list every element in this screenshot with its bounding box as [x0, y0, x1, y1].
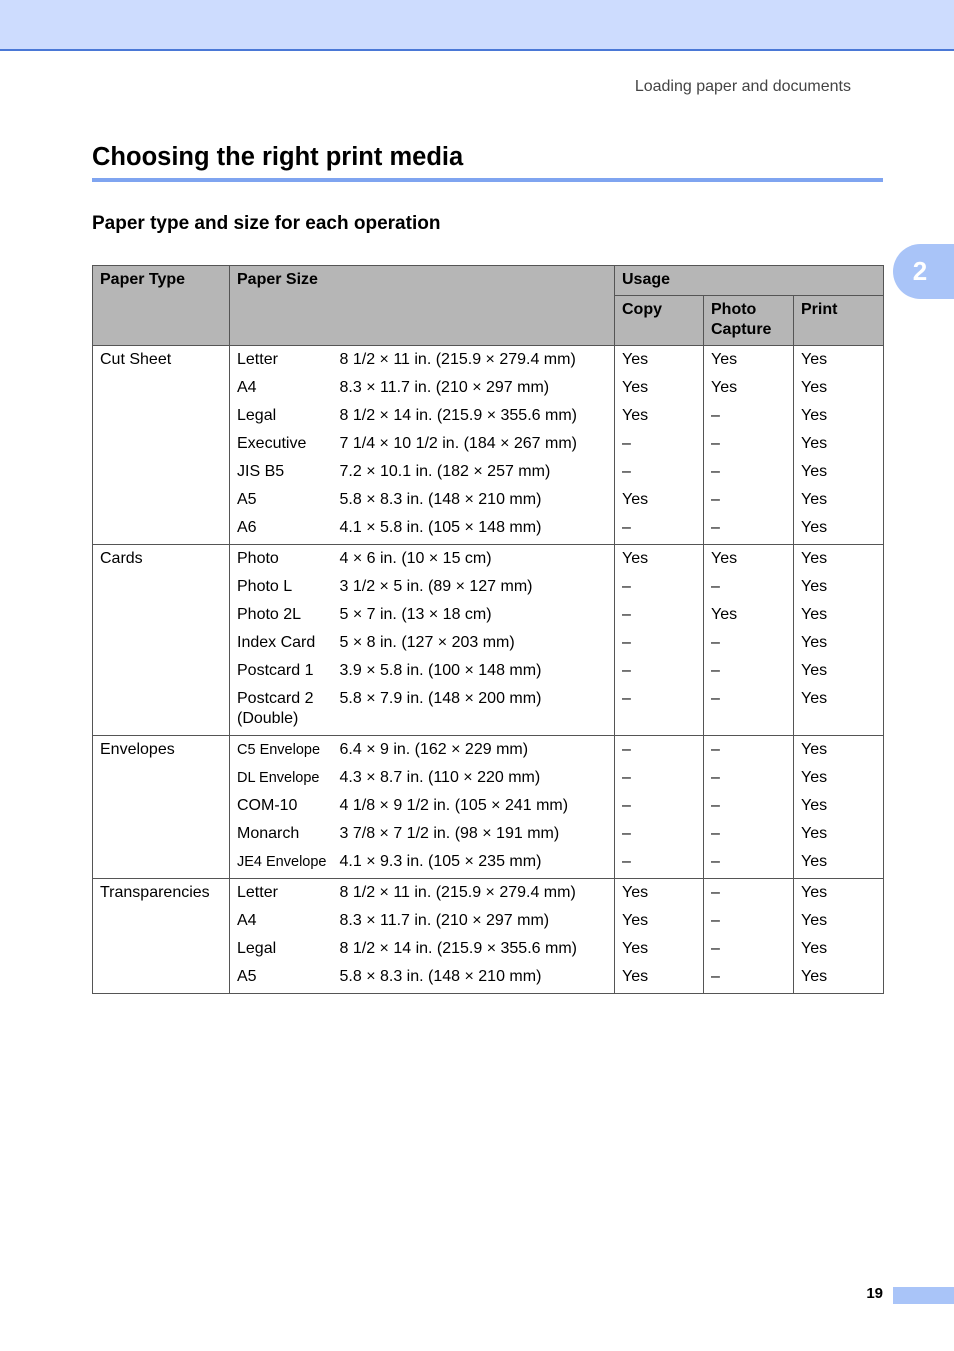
paper-size-name-cell: Postcard 2 (Double): [230, 685, 335, 736]
paper-dimensions-cell: 8.3 × 11.7 in. (210 × 297 mm): [335, 374, 615, 402]
photo-capture-usage-cell: –: [704, 430, 794, 458]
copy-usage-cell: Yes: [615, 545, 704, 574]
paper-dimensions-cell: 8 1/2 × 11 in. (215.9 × 279.4 mm): [335, 879, 615, 908]
print-usage-cell: Yes: [794, 935, 884, 963]
photo-capture-usage-cell: –: [704, 792, 794, 820]
print-usage-cell: Yes: [794, 848, 884, 879]
paper-dimensions-cell: 5 × 7 in. (13 × 18 cm): [335, 601, 615, 629]
paper-dimensions-cell: 7.2 × 10.1 in. (182 × 257 mm): [335, 458, 615, 486]
photo-capture-usage-cell: –: [704, 963, 794, 994]
paper-size-name-cell: Letter: [230, 346, 335, 375]
photo-capture-usage-cell: –: [704, 764, 794, 792]
print-usage-cell: Yes: [794, 346, 884, 375]
photo-capture-usage-cell: –: [704, 486, 794, 514]
copy-usage-cell: Yes: [615, 374, 704, 402]
chapter-tab: [893, 244, 954, 299]
copy-usage-cell: –: [615, 736, 704, 765]
paper-dimensions-cell: 3 1/2 × 5 in. (89 × 127 mm): [335, 573, 615, 601]
copy-usage-cell: –: [615, 573, 704, 601]
copy-usage-cell: Yes: [615, 486, 704, 514]
section-title-rule: [92, 178, 883, 182]
print-usage-cell: Yes: [794, 629, 884, 657]
paper-dimensions-cell: 5.8 × 8.3 in. (148 × 210 mm): [335, 963, 615, 994]
photo-capture-usage-cell: –: [704, 935, 794, 963]
paper-type-cell: Envelopes: [93, 736, 230, 879]
paper-type-cell: Cut Sheet: [93, 346, 230, 545]
copy-usage-cell: –: [615, 685, 704, 736]
section-title: Choosing the right print media: [92, 143, 464, 171]
print-usage-cell: Yes: [794, 657, 884, 685]
copy-usage-cell: Yes: [615, 935, 704, 963]
paper-dimensions-cell: 4 × 6 in. (10 × 15 cm): [335, 545, 615, 574]
paper-dimensions-cell: 3.9 × 5.8 in. (100 × 148 mm): [335, 657, 615, 685]
paper-dimensions-cell: 6.4 × 9 in. (162 × 229 mm): [335, 736, 615, 765]
paper-dimensions-cell: 4 1/8 × 9 1/2 in. (105 × 241 mm): [335, 792, 615, 820]
paper-dimensions-cell: 3 7/8 × 7 1/2 in. (98 × 191 mm): [335, 820, 615, 848]
paper-size-name-cell: JIS B5: [230, 458, 335, 486]
paper-dimensions-cell: 5.8 × 7.9 in. (148 × 200 mm): [335, 685, 615, 736]
print-usage-cell: Yes: [794, 685, 884, 736]
paper-size-name-cell: A4: [230, 907, 335, 935]
paper-dimensions-cell: 7 1/4 × 10 1/2 in. (184 × 267 mm): [335, 430, 615, 458]
page-number-bar: [893, 1287, 954, 1304]
copy-usage-cell: –: [615, 430, 704, 458]
photo-capture-usage-cell: –: [704, 685, 794, 736]
print-usage-cell: Yes: [794, 764, 884, 792]
print-usage-cell: Yes: [794, 792, 884, 820]
paper-size-name-cell: Monarch: [230, 820, 335, 848]
print-usage-cell: Yes: [794, 601, 884, 629]
photo-capture-usage-cell: –: [704, 736, 794, 765]
paper-dimensions-cell: 8 1/2 × 11 in. (215.9 × 279.4 mm): [335, 346, 615, 375]
paper-size-name-cell: Executive: [230, 430, 335, 458]
header-copy: Copy: [615, 296, 704, 346]
copy-usage-cell: –: [615, 514, 704, 545]
header-print: Print: [794, 296, 884, 346]
copy-usage-cell: –: [615, 458, 704, 486]
paper-dimensions-cell: 8.3 × 11.7 in. (210 × 297 mm): [335, 907, 615, 935]
header-paper-size: Paper Size: [230, 266, 615, 346]
paper-size-name-cell: A5: [230, 486, 335, 514]
paper-dimensions-cell: 5 × 8 in. (127 × 203 mm): [335, 629, 615, 657]
table-row: [93, 545, 884, 574]
copy-usage-cell: –: [615, 657, 704, 685]
paper-size-name-cell: C5 Envelope: [230, 736, 335, 765]
photo-capture-usage-cell: –: [704, 820, 794, 848]
paper-size-name-cell: A5: [230, 963, 335, 994]
paper-size-name-cell: JE4 Envelope: [230, 848, 335, 879]
print-usage-cell: Yes: [794, 820, 884, 848]
header-photo-capture: Photo Capture: [704, 296, 794, 346]
copy-usage-cell: Yes: [615, 879, 704, 908]
paper-size-name-cell: Postcard 1: [230, 657, 335, 685]
table-body: [93, 346, 884, 994]
photo-capture-usage-cell: –: [704, 458, 794, 486]
paper-dimensions-cell: 8 1/2 × 14 in. (215.9 × 355.6 mm): [335, 935, 615, 963]
print-usage-cell: Yes: [794, 402, 884, 430]
paper-size-name-cell: Legal: [230, 935, 335, 963]
table-row: [93, 879, 884, 908]
print-usage-cell: Yes: [794, 374, 884, 402]
running-header: Loading paper and documents: [634, 78, 851, 95]
paper-dimensions-cell: 8 1/2 × 14 in. (215.9 × 355.6 mm): [335, 402, 615, 430]
page-number: 19: [866, 1285, 883, 1302]
paper-size-name-cell: Photo L: [230, 573, 335, 601]
table-row: [93, 736, 884, 765]
paper-size-name-cell: Photo 2L: [230, 601, 335, 629]
paper-size-name-cell: A4: [230, 374, 335, 402]
paper-dimensions-cell: 5.8 × 8.3 in. (148 × 210 mm): [335, 486, 615, 514]
copy-usage-cell: Yes: [615, 963, 704, 994]
photo-capture-usage-cell: –: [704, 573, 794, 601]
subsection-title: Paper type and size for each operation: [92, 213, 441, 234]
copy-usage-cell: –: [615, 601, 704, 629]
print-media-table: [92, 265, 884, 994]
header-paper-type: Paper Type: [93, 266, 230, 346]
paper-dimensions-cell: 4.3 × 8.7 in. (110 × 220 mm): [335, 764, 615, 792]
paper-size-name-cell: Photo: [230, 545, 335, 574]
photo-capture-usage-cell: Yes: [704, 346, 794, 375]
copy-usage-cell: Yes: [615, 907, 704, 935]
print-usage-cell: Yes: [794, 430, 884, 458]
print-usage-cell: Yes: [794, 514, 884, 545]
print-usage-cell: Yes: [794, 879, 884, 908]
table-row: [93, 346, 884, 375]
copy-usage-cell: –: [615, 848, 704, 879]
paper-dimensions-cell: 4.1 × 5.8 in. (105 × 148 mm): [335, 514, 615, 545]
paper-type-cell: Transparencies: [93, 879, 230, 994]
print-usage-cell: Yes: [794, 573, 884, 601]
paper-size-name-cell: Legal: [230, 402, 335, 430]
header-usage: Usage: [615, 266, 884, 296]
paper-size-name-cell: DL Envelope: [230, 764, 335, 792]
photo-capture-usage-cell: –: [704, 879, 794, 908]
paper-size-name-cell: Letter: [230, 879, 335, 908]
print-usage-cell: Yes: [794, 458, 884, 486]
photo-capture-usage-cell: –: [704, 629, 794, 657]
print-usage-cell: Yes: [794, 545, 884, 574]
photo-capture-usage-cell: –: [704, 848, 794, 879]
photo-capture-usage-cell: –: [704, 657, 794, 685]
photo-capture-usage-cell: –: [704, 402, 794, 430]
paper-size-name-cell: Index Card: [230, 629, 335, 657]
copy-usage-cell: –: [615, 764, 704, 792]
paper-size-name-cell: A6: [230, 514, 335, 545]
photo-capture-usage-cell: –: [704, 514, 794, 545]
copy-usage-cell: –: [615, 792, 704, 820]
chapter-number: 2: [912, 256, 928, 286]
paper-type-cell: Cards: [93, 545, 230, 736]
paper-size-name-cell: COM-10: [230, 792, 335, 820]
copy-usage-cell: –: [615, 629, 704, 657]
print-usage-cell: Yes: [794, 486, 884, 514]
copy-usage-cell: Yes: [615, 402, 704, 430]
paper-dimensions-cell: 4.1 × 9.3 in. (105 × 235 mm): [335, 848, 615, 879]
print-usage-cell: Yes: [794, 907, 884, 935]
photo-capture-usage-cell: Yes: [704, 601, 794, 629]
photo-capture-usage-cell: –: [704, 907, 794, 935]
photo-capture-usage-cell: Yes: [704, 545, 794, 574]
copy-usage-cell: –: [615, 820, 704, 848]
photo-capture-usage-cell: Yes: [704, 374, 794, 402]
top-header-band: [0, 0, 954, 51]
copy-usage-cell: Yes: [615, 346, 704, 375]
print-usage-cell: Yes: [794, 736, 884, 765]
print-usage-cell: Yes: [794, 963, 884, 994]
